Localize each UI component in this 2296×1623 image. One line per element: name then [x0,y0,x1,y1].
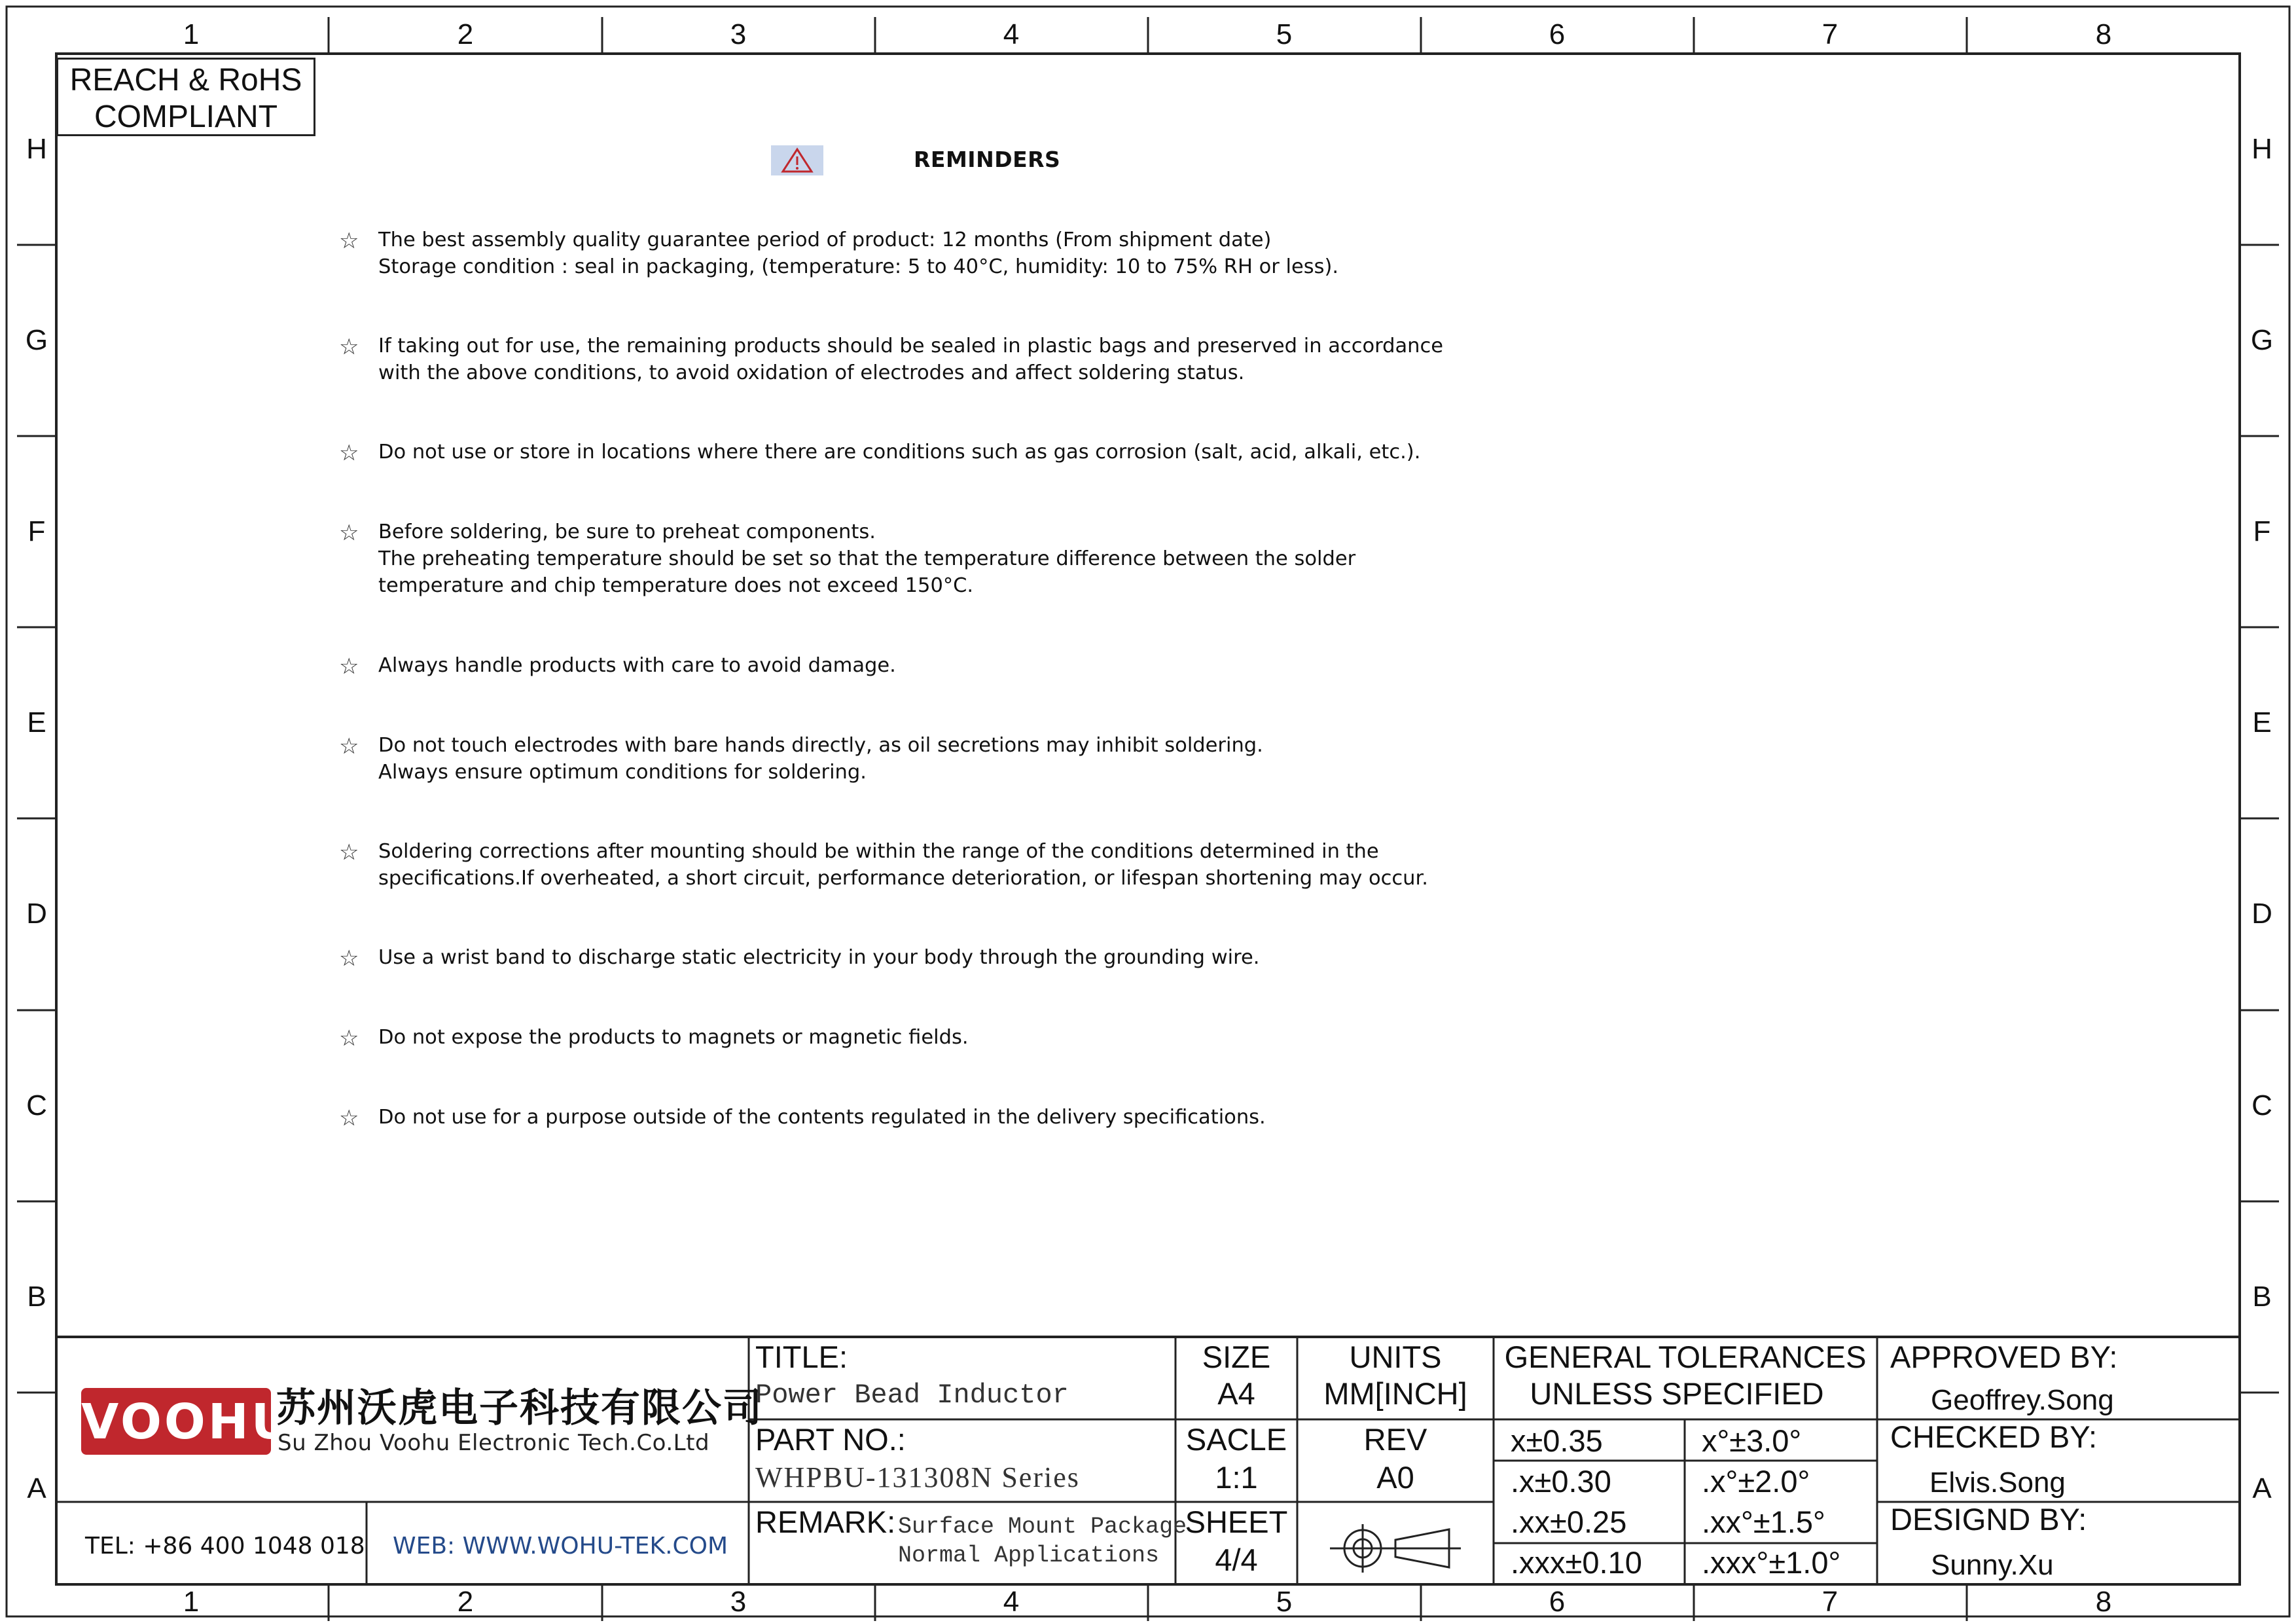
first-angle-projection-icon [1318,1519,1462,1581]
star-bullet-icon: ☆ [339,653,359,680]
tolerance-linear-0: x±0.35 [1511,1423,1603,1458]
reminder-text-line: Do not use for a purpose outside of the contents regulated in the delivery specifications. [378,1106,1266,1129]
star-bullet-icon: ☆ [339,228,359,254]
star-bullet-icon: ☆ [339,520,359,546]
tolerance-angular-2: .xx°±1.5° [1702,1504,1825,1539]
tolerances-heading-1: GENERAL TOLERANCES [1504,1340,1867,1374]
tolerance-angular-0: x°±3.0° [1702,1423,1802,1458]
scale-value: 1:1 [1215,1460,1258,1495]
zone-row-label: G [25,324,48,356]
part-no-value: WHPBU-131308N Series [755,1461,1080,1493]
reminder-text-line: with the above conditions, to avoid oxidation of electrodes and affect soldering status. [378,361,1245,384]
zone-row-label: B [27,1281,46,1313]
zone-column-label: 4 [1003,1586,1020,1618]
zone-column-label: 1 [183,18,200,50]
reminders-title: REMINDERS [914,147,1061,172]
size-value: A4 [1217,1376,1255,1411]
star-bullet-icon: ☆ [339,945,359,972]
compliance-line-1: REACH & RoHS [69,63,302,98]
star-bullet-icon: ☆ [339,839,359,866]
reminder-text-line: Before soldering, be sure to preheat components. [378,520,876,543]
sheet-value: 4/4 [1215,1542,1258,1577]
reminder-text-line: temperature and chip temperature does not exceed 150°C. [378,574,974,597]
warning-triangle-icon [771,145,823,175]
zone-column-label: 5 [1276,1586,1293,1618]
tolerance-linear-1: .x±0.30 [1511,1464,1611,1499]
reminder-text-line: If taking out for use, the remaining products should be sealed in plastic bags and preserved in accordance [378,335,1444,357]
zone-row-label: E [27,706,46,739]
tolerances-heading-2: UNLESS SPECIFIED [1530,1376,1824,1411]
remark-line-2: Normal Applications [898,1542,1160,1569]
zone-column-label: 6 [1549,1586,1566,1618]
zone-column-label: 1 [183,1586,200,1618]
star-bullet-icon: ☆ [339,733,359,759]
compliance-line-2: COMPLIANT [94,100,278,134]
checked-by-label: CHECKED BY: [1890,1419,2098,1454]
reminder-text-line: Soldering corrections after mounting should be within the range of the conditions determined in the [378,840,1379,863]
reminder-text-line: Do not expose the products to magnets or magnetic fields. [378,1026,969,1049]
zone-column-label: 7 [1821,18,1839,50]
company-web: WEB: WWW.WOHU-TEK.COM [393,1533,728,1559]
remark-line-1: Surface Mount Package [898,1514,1187,1540]
reminder-text-line: Use a wrist band to discharge static electricity in your body through the grounding wire. [378,946,1260,969]
zone-column-label: 3 [730,18,747,50]
reminder-text-line: Do not use or store in locations where there are conditions such as gas corrosion (salt, acid, alkali, etc.). [378,441,1421,464]
remark-label: REMARK: [755,1504,896,1539]
star-bullet-icon: ☆ [339,440,359,466]
reminder-text-line: Always ensure optimum conditions for soldering. [378,761,867,784]
approved-by-value: Geoffrey.Song [1931,1384,2114,1416]
zone-column-label: 3 [730,1586,747,1618]
tolerance-angular-3: .xxx°±1.0° [1702,1545,1841,1580]
part-no-label: PART NO.: [755,1422,906,1457]
size-label: SIZE [1202,1340,1271,1374]
units-label: UNITS [1349,1340,1442,1374]
zone-column-label: 7 [1821,1586,1839,1618]
star-bullet-icon: ☆ [339,1025,359,1051]
zone-column-label: 8 [2095,1586,2112,1618]
reminder-text-line: Always handle products with care to avoid damage. [378,654,896,677]
tolerance-linear-3: .xxx±0.10 [1511,1545,1642,1580]
zone-column-label: 4 [1003,18,1020,50]
zone-row-label: E [2252,706,2272,739]
company-name-en: Su Zhou Voohu Electronic Tech.Co.Ltd [278,1430,710,1456]
approved-by-label: APPROVED BY: [1890,1340,2118,1374]
company-name-cn: 苏州沃虎电子科技有限公司 [276,1385,763,1431]
zone-row-label: C [26,1089,47,1122]
zone-row-label: H [26,133,47,165]
reminder-text-line: specifications.If overheated, a short circuit, performance deterioration, or lifespan shortening may occur. [378,867,1428,890]
title-label: TITLE: [755,1340,848,1374]
zone-row-label: H [2251,133,2272,165]
star-bullet-icon: ☆ [339,1105,359,1131]
zone-row-label: C [2251,1089,2272,1122]
reminder-text-line: Storage condition : seal in packaging, (temperature: 5 to 40°C, humidity: 10 to 75% RH or less). [378,255,1339,278]
company-tel: TEL: +86 400 1048 018 [85,1533,365,1559]
zone-row-label: G [2250,324,2274,356]
tolerance-angular-1: .x°±2.0° [1702,1464,1810,1499]
units-value: MM[INCH] [1323,1376,1467,1411]
zone-row-label: A [2252,1472,2272,1504]
zone-column-label: 6 [1549,18,1566,50]
zone-row-label: F [27,515,46,547]
rev-label: REV [1363,1422,1427,1457]
star-bullet-icon: ☆ [339,334,359,360]
zone-column-label: 2 [457,1586,474,1618]
scale-label: SACLE [1185,1422,1287,1457]
reminder-text-line: The preheating temperature should be set so that the temperature difference between the solder [378,547,1356,570]
zone-column-label: 2 [457,18,474,50]
tolerance-linear-2: .xx±0.25 [1511,1504,1627,1539]
zone-column-label: 5 [1276,18,1293,50]
checked-by-value: Elvis.Song [1929,1467,2066,1499]
zone-row-label: F [2253,515,2271,547]
compliance-badge [56,58,315,136]
zone-column-label: 8 [2095,18,2112,50]
reminder-text-line: Do not touch electrodes with bare hands directly, as oil secretions may inhibit soldering. [378,734,1263,757]
voohu-logo-text: VOOHU [81,1394,293,1450]
sheet-label: SHEET [1185,1504,1288,1539]
zone-row-label: B [2252,1281,2272,1313]
zone-row-label: D [26,898,47,930]
designed-by-label: DESIGND BY: [1890,1502,2087,1537]
zone-row-label: A [27,1472,46,1504]
reminder-text-line: The best assembly quality guarantee period of product: 12 months (From shipment date) [378,228,1272,251]
zone-row-label: D [2251,898,2272,930]
designed-by-value: Sunny.Xu [1931,1549,2054,1581]
rev-value: A0 [1376,1460,1414,1495]
title-value: Power Bead Inductor [755,1379,1069,1411]
